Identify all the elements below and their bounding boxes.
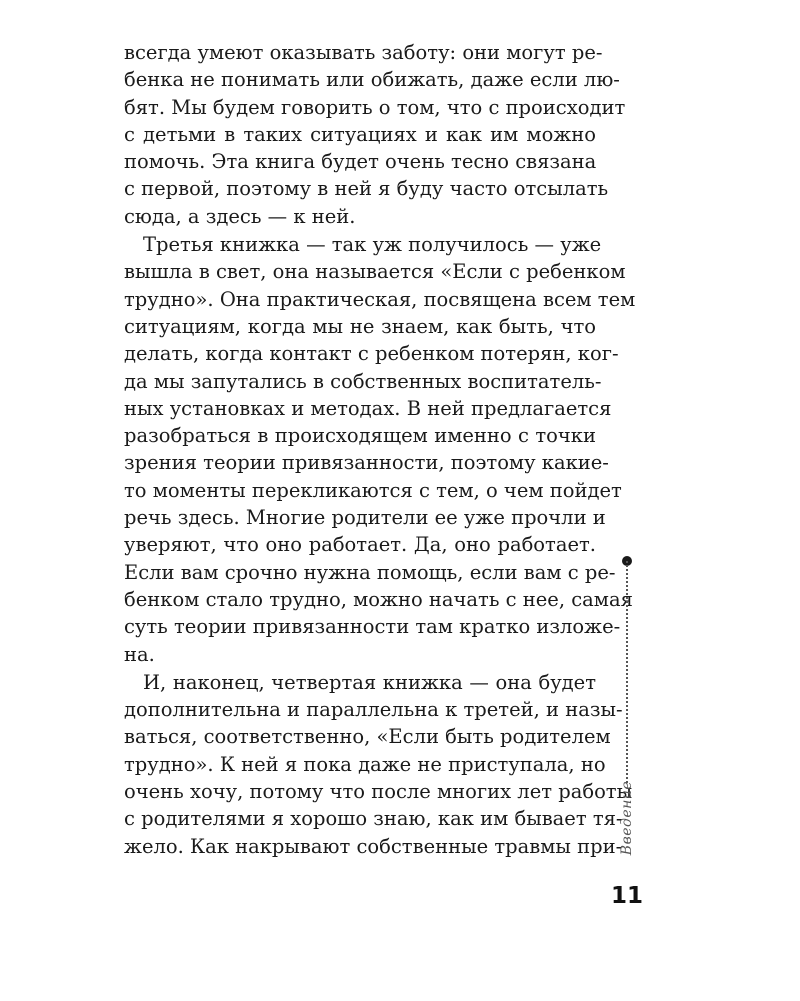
text-line: трудно». К ней я пока даже не приступала, но	[124, 752, 606, 776]
text-line: да мы запутались в собственных воспитатель-	[124, 369, 602, 393]
page-number: 11	[610, 883, 643, 909]
text-line: речь здесь. Многие родители ее уже прочли и	[124, 506, 606, 530]
text-line: делать, когда контакт с ребенком потерян, ког-	[124, 342, 619, 366]
margin-dotted-rule	[626, 561, 628, 783]
text-line: с первой, поэтому в ней я буду часто отсылать	[124, 177, 609, 201]
text-line: бенком стало трудно, можно начать с нее, самая	[124, 587, 633, 611]
text-line: уверяют, что оно работает. Да, оно работает.	[124, 533, 596, 557]
text-line: сюда, а здесь — к ней.	[124, 204, 356, 228]
text-line: ных установках и методах. В ней предлагается	[124, 396, 612, 420]
text-line: И, наконец, четвертая книжка — она будет	[143, 670, 596, 694]
text-line: суть теории привязанности там кратко изложе-	[124, 615, 621, 639]
text-line: Если вам срочно нужна помощь, если вам с ре-	[124, 560, 616, 584]
text-line: то моменты перекликаются с тем, о чем пойдет	[124, 478, 622, 502]
text-line: очень хочу, потому что после многих лет работы	[124, 780, 633, 804]
running-head: Введение	[619, 780, 635, 856]
text-line: разобраться в происходящем именно с точки	[124, 424, 596, 448]
text-line: Третья книжка — так уж получилось — уже	[143, 233, 602, 257]
text-line: вышла в свет, она называется «Если с ребенком	[124, 260, 626, 284]
text-line: с детьми в таких ситуациях и как им можно	[124, 122, 596, 146]
text-line: зрения теории привязанности, поэтому какие-	[124, 451, 609, 475]
text-line: всегда умеют оказывать заботу: они могут ре-	[124, 41, 603, 64]
text-line: трудно». Она практическая, посвящена всем тем	[124, 287, 636, 311]
text-line: бенка не понимать или обижать, даже если лю-	[124, 68, 620, 92]
text-line: помочь. Эта книга будет очень тесно связана	[124, 150, 597, 174]
text-line: ситуациям, когда мы не знаем, как быть, что	[124, 314, 596, 338]
text-line: жело. Как накрывают собственные травмы при-	[124, 834, 623, 858]
text-line: на.	[124, 642, 155, 666]
text-line: бят. Мы будем говорить о том, что с происходит	[124, 95, 626, 119]
text-line: ваться, соответственно, «Если быть родителем	[124, 725, 611, 749]
text-line: дополнительна и параллельна к третей, и назы-	[124, 698, 623, 722]
text-line: с родителями я хорошо знаю, как им бывает тя-	[124, 807, 623, 831]
